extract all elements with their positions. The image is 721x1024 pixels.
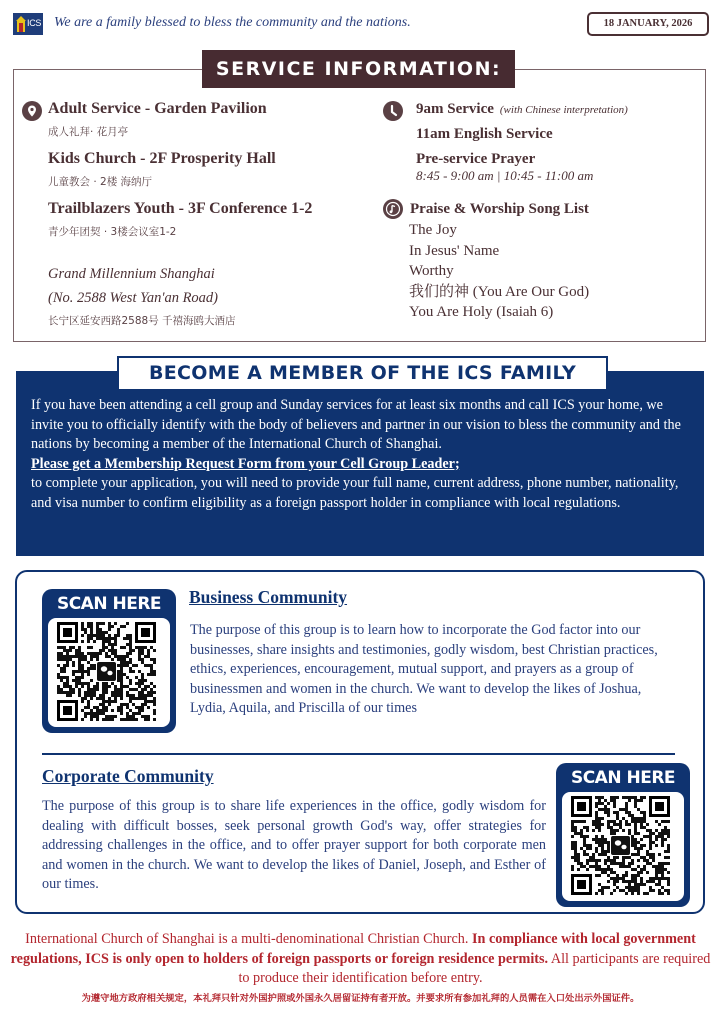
divider: [515, 69, 706, 70]
logo-text: ICS: [27, 18, 42, 28]
wechat-icon: [97, 662, 116, 681]
business-community-title: Business Community: [189, 587, 348, 607]
ics-logo: [13, 13, 43, 35]
address: [48, 262, 236, 332]
song-list-title: Praise & Worship Song List: [410, 201, 589, 217]
service-9am: [416, 98, 706, 123]
song-item: Worthy: [409, 263, 454, 279]
footer-compliance: In compliance with local government regulations, ICS is only open to holders of foreign passports or foreign residence permits.: [10, 931, 696, 967]
clock-icon: [383, 101, 403, 121]
wechat-icon: [611, 836, 630, 855]
membership-details: to complete your application, you will need to provide your full name, current address, phone number, nationality, and visa number to confirm eligibility as a foreign passport holder in compliance with local regulations.: [31, 475, 679, 511]
qr-code[interactable]: [48, 618, 170, 727]
footer-intro: International Church of Shanghai is a multi-denominational Christian Church.: [25, 931, 469, 947]
divider: [13, 69, 203, 70]
service-11am: 11am English Service: [416, 126, 553, 142]
song-item: In Jesus' Name: [409, 242, 500, 259]
qr-code-image: [57, 622, 161, 723]
location-kids-cn: 儿童教会 · 2楼 海纳厅: [48, 176, 153, 188]
service-times: [416, 98, 706, 184]
song-item: You Are Holy (Isaiah 6): [409, 304, 554, 320]
service-9am-note: (with Chinese interpretation): [499, 104, 628, 116]
divider: [42, 753, 675, 755]
song-list: [409, 198, 709, 323]
location-adult: Adult Service - Garden Pavilion: [48, 100, 267, 117]
tagline: We are a family blessed to bless the community and the nations.: [54, 15, 411, 30]
house-icon: [16, 16, 26, 32]
scan-here-label: SCAN HERE: [56, 594, 162, 614]
business-community-text: The purpose of this group is to learn how to incorporate the God factor into our businesses, share insights and testimonies, godly wisdom, best Christian practices, ethics, experiences, encouragement, mutual support, and prayers as a group of businessmen and women in the church. We want to develop the likes of Joshua, Lydia, Aquila, and Priscilla of our times: [190, 622, 658, 716]
corporate-community-title: Corporate Community: [42, 766, 214, 786]
qr-code-image: [571, 796, 675, 897]
venue-street: (No. 2588 West Yan'an Road): [48, 290, 218, 306]
membership-intro: If you have been attending a cell group and Sunday services for at least six months and call ICS your home, we invite you to officially identify with the body of believers and partner in our vision to bless the community and the nations by becoming a member of the International Church of Shanghai.: [31, 397, 681, 452]
location-adult-cn: 成人礼拜· 花月亭: [48, 126, 129, 138]
location-pin-icon: [22, 101, 42, 121]
song-item: The Joy: [409, 222, 457, 238]
music-disc-icon: [383, 199, 403, 219]
business-qr-card[interactable]: [42, 589, 176, 733]
membership-text: [31, 396, 691, 513]
membership-title: BECOME A MEMBER OF THE ICS FAMILY: [117, 356, 608, 391]
corporate-qr-card[interactable]: [556, 763, 690, 907]
venue-name: Grand Millennium Shanghai: [48, 266, 215, 282]
service-9am-label: 9am Service: [416, 101, 494, 117]
date-badge: 18 JANUARY, 2026: [587, 12, 709, 36]
service-info-title: SERVICE INFORMATION:: [202, 50, 515, 88]
location-kids: Kids Church - 2F Prosperity Hall: [48, 150, 276, 167]
corporate-community-text: The purpose of this group is to share life experiences in the office, godly wisdom for dealing with difficult bosses, seek personal growth God's way, offer strategies for addressing challenges in the office, and to offer prayer support for both corporate men and women in the church. We want to develop the likes of Daniel, Joseph, and Esther of our times.: [42, 798, 546, 892]
qr-code[interactable]: [562, 792, 684, 901]
location-youth: Trailblazers Youth - 3F Conference 1-2: [48, 200, 313, 217]
location-list: [48, 98, 378, 248]
membership-form-link[interactable]: Please get a Membership Request Form from your Cell Group Leader;: [31, 455, 460, 472]
pre-service-prayer: Pre-service Prayer: [416, 151, 536, 167]
location-youth-cn: 青少年团契 · 3楼会议室1-2: [48, 226, 177, 238]
scan-here-label: SCAN HERE: [570, 768, 676, 788]
footer-notice-cn: 为遵守地方政府相关规定，本礼拜只针对外国护照或外国永久居留证持有者开放。并要求所有参加礼拜的人员需在入口处出示外国证件。: [81, 993, 640, 1004]
venue-cn: 长宁区延安西路2588号 千禧海鸥大酒店: [48, 315, 236, 327]
song-item: 我们的神 (You Are Our God): [409, 283, 590, 300]
footer-outro: All participants are required to produce their identification before entry.: [238, 950, 711, 986]
prayer-times: 8:45 - 9:00 am | 10:45 - 11:00 am: [416, 168, 594, 183]
footer-notice: [10, 930, 711, 989]
